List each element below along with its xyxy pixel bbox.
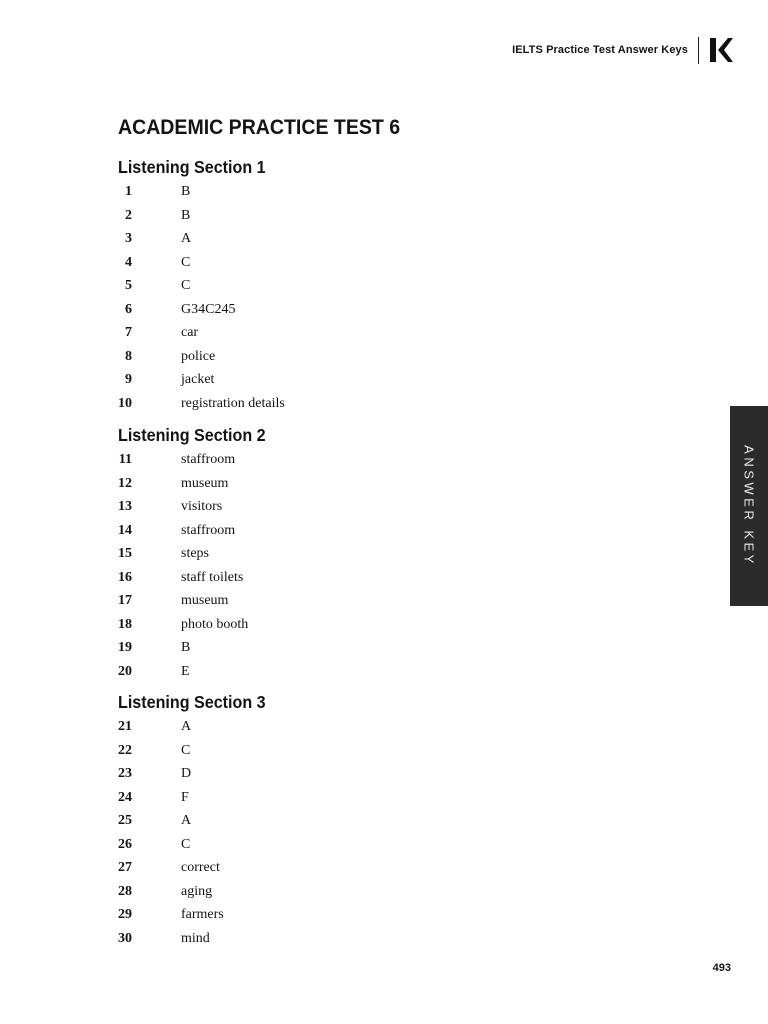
answer-value: F: [181, 789, 189, 805]
question-number: 3: [125, 231, 132, 246]
answer-row: [118, 227, 418, 251]
answer-row: [118, 448, 418, 472]
answer-value: A: [181, 719, 192, 734]
header-divider: [698, 37, 699, 64]
section-heading: Listening Section 3: [118, 692, 266, 712]
question-number: 21: [118, 719, 132, 734]
answer-value: C: [181, 254, 191, 270]
question-number: 1: [125, 184, 132, 199]
answer-value: steps: [181, 546, 209, 561]
answer-value: C: [181, 278, 191, 293]
answer-value: staffroom: [181, 522, 236, 538]
section-heading: Listening Section 2: [118, 425, 266, 445]
question-number: 17: [118, 593, 132, 608]
answer-row: [118, 274, 418, 298]
question-number: 30: [118, 930, 132, 946]
question-number: 24: [118, 789, 132, 805]
question-number: 4: [125, 254, 132, 270]
question-number: 12: [118, 475, 132, 491]
answer-value: A: [181, 231, 192, 246]
answer-value: B: [181, 640, 191, 655]
answer-row: [118, 566, 418, 590]
question-number: 13: [118, 499, 132, 514]
running-header: IELTS Practice Test Answer Keys: [512, 44, 688, 56]
answer-list: [118, 448, 418, 683]
answer-row: [118, 636, 418, 660]
answer-value: C: [181, 742, 191, 758]
answer-value: photo booth: [181, 616, 249, 632]
answer-row: [118, 204, 418, 228]
answer-row: [118, 519, 418, 543]
answer-row: [118, 472, 418, 496]
question-number: 6: [125, 301, 132, 317]
answer-row: [118, 903, 418, 927]
answer-value: museum: [181, 475, 229, 491]
answer-row: [118, 715, 418, 739]
answer-value: correct: [181, 860, 220, 875]
answer-value: visitors: [181, 499, 223, 514]
question-number: 7: [125, 325, 132, 340]
answer-row: [118, 368, 418, 392]
answer-row: [118, 809, 418, 833]
question-number: 19: [118, 640, 132, 655]
answer-row: [118, 880, 418, 904]
question-number: 25: [118, 813, 132, 828]
question-number: 5: [125, 278, 132, 293]
answer-value: aging: [181, 883, 213, 899]
question-number: 8: [125, 348, 132, 364]
kaplan-k-logo-icon: [709, 36, 733, 64]
answer-row: [118, 927, 418, 951]
listening-section-1: [118, 154, 418, 415]
section-heading: Listening Section 1: [118, 157, 266, 177]
answer-row: [118, 739, 418, 763]
question-number: 22: [118, 742, 132, 758]
answer-list: [118, 715, 418, 950]
answer-row: [118, 542, 418, 566]
answer-value: B: [181, 207, 191, 223]
question-number: 28: [118, 883, 132, 899]
answer-value: D: [181, 766, 192, 781]
answer-value: B: [181, 184, 191, 199]
answer-list: [118, 180, 418, 415]
page-number: 493: [712, 962, 731, 974]
answer-row: [118, 321, 418, 345]
question-number: 9: [125, 372, 132, 387]
question-number: 10: [118, 395, 132, 411]
answer-row: [118, 833, 418, 857]
answer-row: [118, 613, 418, 637]
answer-value: museum: [181, 593, 229, 608]
answer-row: [118, 392, 418, 416]
answer-value: mind: [181, 930, 210, 946]
answer-value: C: [181, 836, 191, 852]
answer-value: registration details: [181, 395, 285, 411]
answer-row: [118, 345, 418, 369]
listening-section-2: [118, 422, 418, 683]
question-number: 11: [118, 452, 132, 467]
answer-row: [118, 660, 418, 684]
answer-row: [118, 251, 418, 275]
side-tab-label: ANSWER KEY: [741, 445, 757, 567]
question-number: 23: [118, 766, 132, 781]
question-number: 16: [118, 569, 132, 585]
answer-value: staffroom: [181, 452, 236, 467]
answer-row: [118, 786, 418, 810]
answer-row: [118, 180, 418, 204]
answer-row: [118, 856, 418, 880]
question-number: 20: [118, 663, 132, 679]
question-number: 29: [118, 907, 132, 922]
answer-row: [118, 589, 418, 613]
answer-value: farmers: [181, 907, 224, 922]
question-number: 27: [118, 860, 132, 875]
question-number: 2: [125, 207, 132, 223]
answer-row: [118, 495, 418, 519]
question-number: 14: [118, 522, 132, 538]
answer-value: E: [181, 663, 190, 679]
page-title: ACADEMIC PRACTICE TEST 6: [118, 116, 401, 139]
answer-value: G34C245: [181, 301, 236, 317]
question-number: 18: [118, 616, 132, 632]
listening-section-3: [118, 689, 418, 950]
question-number: 15: [118, 546, 132, 561]
answer-row: [118, 298, 418, 322]
answer-value: A: [181, 813, 192, 828]
answer-key-side-tab: [730, 406, 768, 606]
answer-value: police: [181, 348, 216, 364]
answer-row: [118, 762, 418, 786]
answer-value: car: [181, 325, 199, 340]
answer-value: jacket: [181, 372, 215, 387]
answer-value: staff toilets: [181, 569, 244, 585]
question-number: 26: [118, 836, 132, 852]
